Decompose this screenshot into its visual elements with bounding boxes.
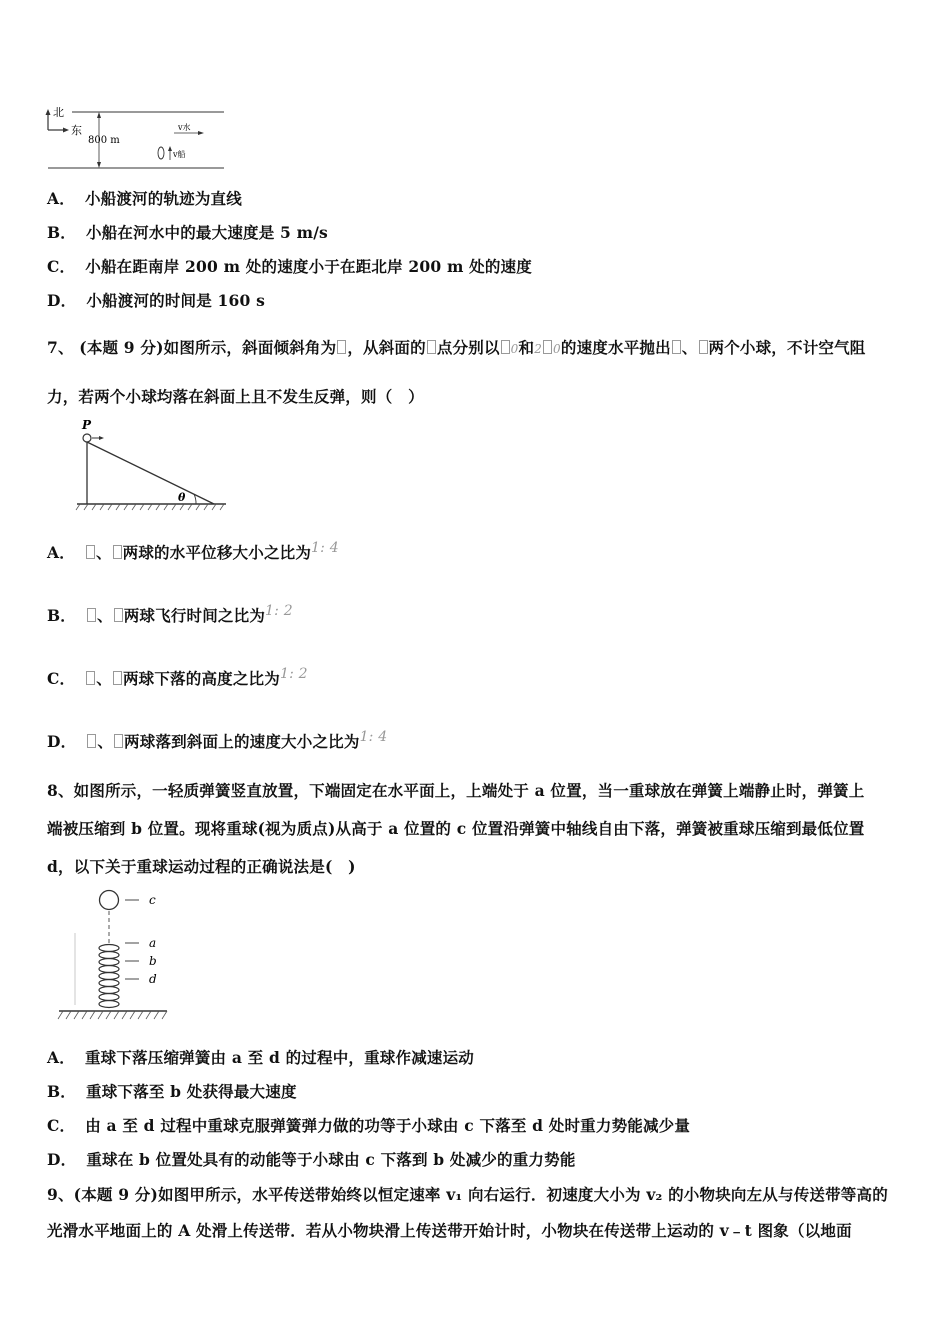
missing-theta-glyph <box>337 340 346 354</box>
q8-option-d[interactable]: D． 重球在 b 位置处具有的动能等于小球由 c 下落到 b 处减少的重力势能 <box>47 1150 576 1169</box>
boat-velocity-label: v船 <box>173 150 186 159</box>
heavy-ball-icon <box>100 891 119 910</box>
q7-stem-line-1: 7、 (本题 9 分)如图所示，斜面倾斜角为 ，从斜面的 点分别以 0和2 0的速度水平抛出 、 两个小球，不计空气阻 <box>47 338 866 357</box>
missing-glyph <box>114 734 123 748</box>
spring-figure <box>55 885 175 1025</box>
q6-option-a[interactable]: A． 小船渡河的轨迹为直线 <box>47 189 242 208</box>
label-b: b <box>149 954 157 968</box>
q8-stem-line-1: 8、如图所示，一轻质弹簧竖直放置，下端固定在水平面上，上端处于 a 位置，当一重球放在弹簧上端静止时，弹簧上 <box>47 781 865 800</box>
missing-v-glyph-2 <box>543 340 552 354</box>
q8-stem-line-2: 端被压缩到 b 位置。现将重球(视为质点)从高于 a 位置的 c 位置沿弹簧中轴线自由下落，弹簧被重球压缩到最低位置 <box>47 819 865 838</box>
missing-ball-a-glyph <box>672 340 681 354</box>
q7-stem-line-2: 力，若两个小球均落在斜面上且不发生反弹，则（ ） <box>47 387 424 406</box>
north-label: 北 <box>53 106 64 119</box>
missing-glyph <box>114 608 123 622</box>
q6-option-c[interactable]: C． 小船在距南岸 200 m 处的速度小于在距北岸 200 m 处的速度 <box>47 257 532 276</box>
missing-point-glyph <box>427 340 436 354</box>
distance-label: 800 m <box>88 135 120 146</box>
point-p-label: P <box>82 418 92 432</box>
missing-glyph <box>87 608 96 622</box>
q8-option-a[interactable]: A． 重球下落压缩弹簧由 a 至 d 的过程中，重球作减速运动 <box>47 1048 475 1067</box>
q9-stem-line-1: 9、(本题 9 分)如图甲所示，水平传送带始终以恒定速率 v₁ 向右运行．初速度大小为 v₂ 的小物块向左从与传送带等高的 <box>47 1185 888 1204</box>
missing-glyph <box>86 545 95 559</box>
q6-option-d[interactable]: D． 小船渡河的时间是 160 s <box>47 291 266 310</box>
q8-option-b[interactable]: B． 重球下落至 b 处获得最大速度 <box>47 1082 297 1101</box>
label-a: a <box>149 936 157 950</box>
incline-figure <box>74 418 234 514</box>
q7-option-d[interactable]: D． 、 两球落到斜面上的速度大小之比为1: 4 <box>47 729 388 751</box>
water-velocity-label: v水 <box>178 123 191 132</box>
boat-icon <box>158 147 164 159</box>
q6-option-b[interactable]: B． 小船在河水中的最大速度是 5 m/s <box>47 223 328 242</box>
label-d: d <box>149 972 157 986</box>
missing-glyph <box>113 545 122 559</box>
q9-stem-line-2: 光滑水平地面上的 A 处滑上传送带．若从小物块滑上传送带开始计时，小物块在传送带上运动的 v﹣t 图象（以地面 <box>47 1221 852 1240</box>
missing-glyph <box>113 671 122 685</box>
q8-option-c[interactable]: C． 由 a 至 d 过程中重球克服弹簧弹力做的功等于小球由 c 下落至 d 处时重力势能减少量 <box>47 1116 691 1135</box>
ball-icon <box>83 434 91 442</box>
east-label: 东 <box>71 124 82 137</box>
missing-ball-b-glyph <box>699 340 708 354</box>
q7-option-a[interactable]: A． 、 两球的水平位移大小之比为1: 4 <box>47 540 339 562</box>
label-c: c <box>149 893 156 907</box>
q8-stem-line-3: d，以下关于重球运动过程的正确说法是( ) <box>47 857 356 876</box>
missing-v-glyph <box>501 340 510 354</box>
angle-theta-label: θ <box>178 491 186 504</box>
missing-glyph <box>86 671 95 685</box>
missing-glyph <box>87 734 96 748</box>
q7-option-c[interactable]: C． 、 两球下落的高度之比为1: 2 <box>47 666 308 688</box>
river-crossing-figure <box>44 100 229 172</box>
q7-option-b[interactable]: B． 、 两球飞行时间之比为1: 2 <box>47 603 293 625</box>
